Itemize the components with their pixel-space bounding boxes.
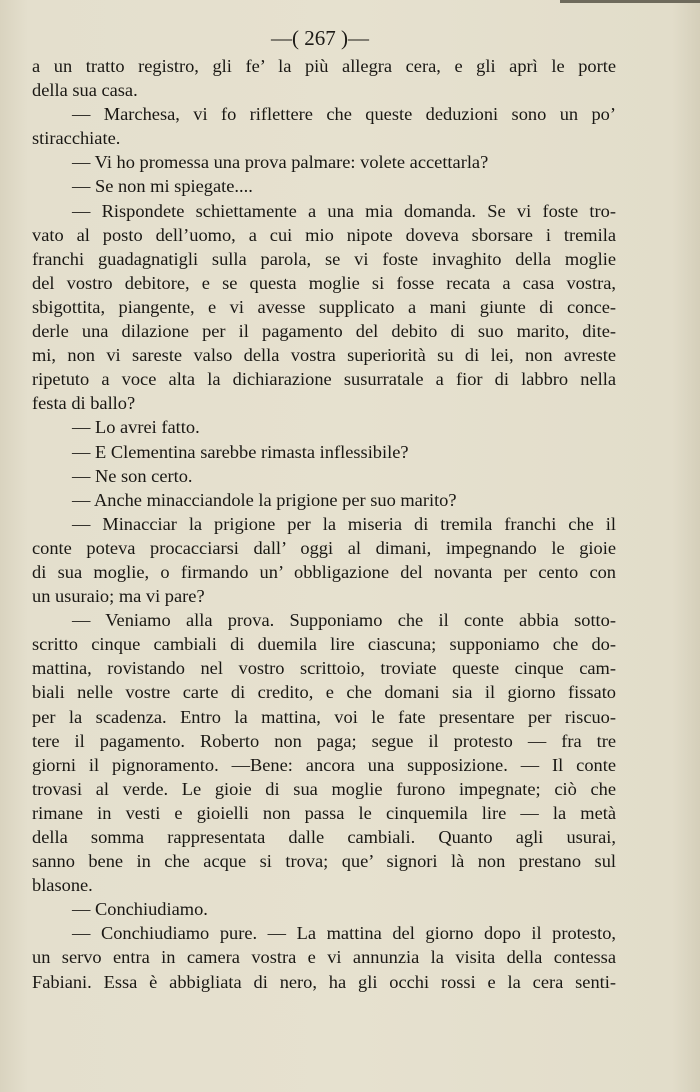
text-line: — Conchiudiamo pure. — La mattina del giorno dopo il protesto, — [72, 923, 616, 944]
text-line: sanno bene in che acque si trova; que’ signori là non prestano sul — [32, 851, 616, 872]
text-line: conte poteva procacciarsi dall’ oggi al dimani, impegnando le gioie — [32, 537, 616, 558]
text-line: biali nelle vostre carte di credito, e che domani sia il giorno fissato — [32, 682, 616, 703]
text-line: stiracchiate. — [32, 128, 121, 149]
body-text — [32, 54, 616, 994]
page-number: —( 267 )— — [271, 26, 369, 50]
text-line: ripetuto a voce alta la dichiarazione susurratale a fior di labbro nella — [32, 369, 616, 390]
text-line: rimane in vesti e gioielli non passa le cinquemila lire — la metà — [32, 802, 616, 823]
text-line: franchi guadagnatigli sulla parola, se vi foste invaghito della moglie — [32, 248, 616, 269]
text-line: — Rispondete schiettamente a una mia domanda. Se vi foste tro- — [72, 200, 616, 221]
text-line: — Marchesa, vi fo riflettere che queste deduzioni sono un po’ — [72, 104, 616, 125]
text-line: del vostro debitore, e se questa moglie si fosse recata a casa vostra, — [32, 272, 616, 293]
text-line: — E Clementina sarebbe rimasta inflessibile? — [72, 441, 409, 462]
text-line: — Vi ho promessa una prova palmare: volete accettarla? — [72, 152, 489, 173]
text-line: di sua moglie, o firmando un’ obbligazione del novanta per cento con — [32, 561, 616, 582]
text-line: trovasi al verde. Le gioie di sua moglie furono impegnate; ciò che — [32, 778, 616, 799]
text-line: della sua casa. — [32, 80, 138, 101]
text-line: un servo entra in camera vostra e vi annunzia la visita della contessa — [32, 947, 616, 968]
text-line: — Minacciar la prigione per la miseria di tremila franchi che il — [72, 513, 616, 534]
text-line: mi, non vi sareste valso della vostra superiorità su di lei, non avreste — [32, 345, 616, 366]
text-line: vato al posto dell’uomo, a cui mio nipote doveva sborsare i tremila — [32, 224, 616, 245]
text-line: sbigottita, piangente, e vi avesse supplicato a mani giunte di conce- — [32, 296, 616, 317]
text-line: derle una dilazione per il pagamento del debito di suo marito, dite- — [32, 321, 616, 342]
text-line: — Ne son certo. — [72, 465, 193, 486]
text-line: per la scadenza. Entro la mattina, voi le fate presentare per riscuo- — [32, 706, 616, 727]
text-line: — Lo avrei fatto. — [72, 417, 200, 438]
top-edge-rule — [560, 0, 700, 3]
text-line: — Se non mi spiegate.... — [72, 176, 253, 197]
text-line: — Conchiudiamo. — [72, 899, 208, 920]
text-line: giorni il pignoramento. —Bene: ancora una supposizione. — Il conte — [32, 754, 616, 775]
text-line: tere il pagamento. Roberto non paga; segue il protesto — fra tre — [32, 730, 616, 751]
text-line: festa di ballo? — [32, 393, 136, 414]
text-line: Fabiani. Essa è abbigliata di nero, ha gli occhi rossi e la cera senti- — [32, 971, 616, 992]
text-line: a un tratto registro, gli fe’ la più allegra cera, e gli aprì le porte — [32, 56, 616, 76]
text-line: della somma rappresentata dalle cambiali. Quanto agli usurai, — [32, 827, 616, 847]
text-line: — Anche minacciandole la prigione per suo marito? — [72, 489, 457, 510]
text-line: scritto cinque cambiali di duemila lire ciascuna; supponiamo che do- — [32, 634, 616, 655]
text-line: blasone. — [32, 875, 93, 896]
text-line: un usuraio; ma vi pare? — [32, 586, 205, 607]
text-line: mattina, rovistando nel vostro scrittoio, troviate queste cinque cam- — [32, 658, 616, 679]
text-line: — Veniamo alla prova. Supponiamo che il conte abbia sotto- — [72, 610, 616, 631]
